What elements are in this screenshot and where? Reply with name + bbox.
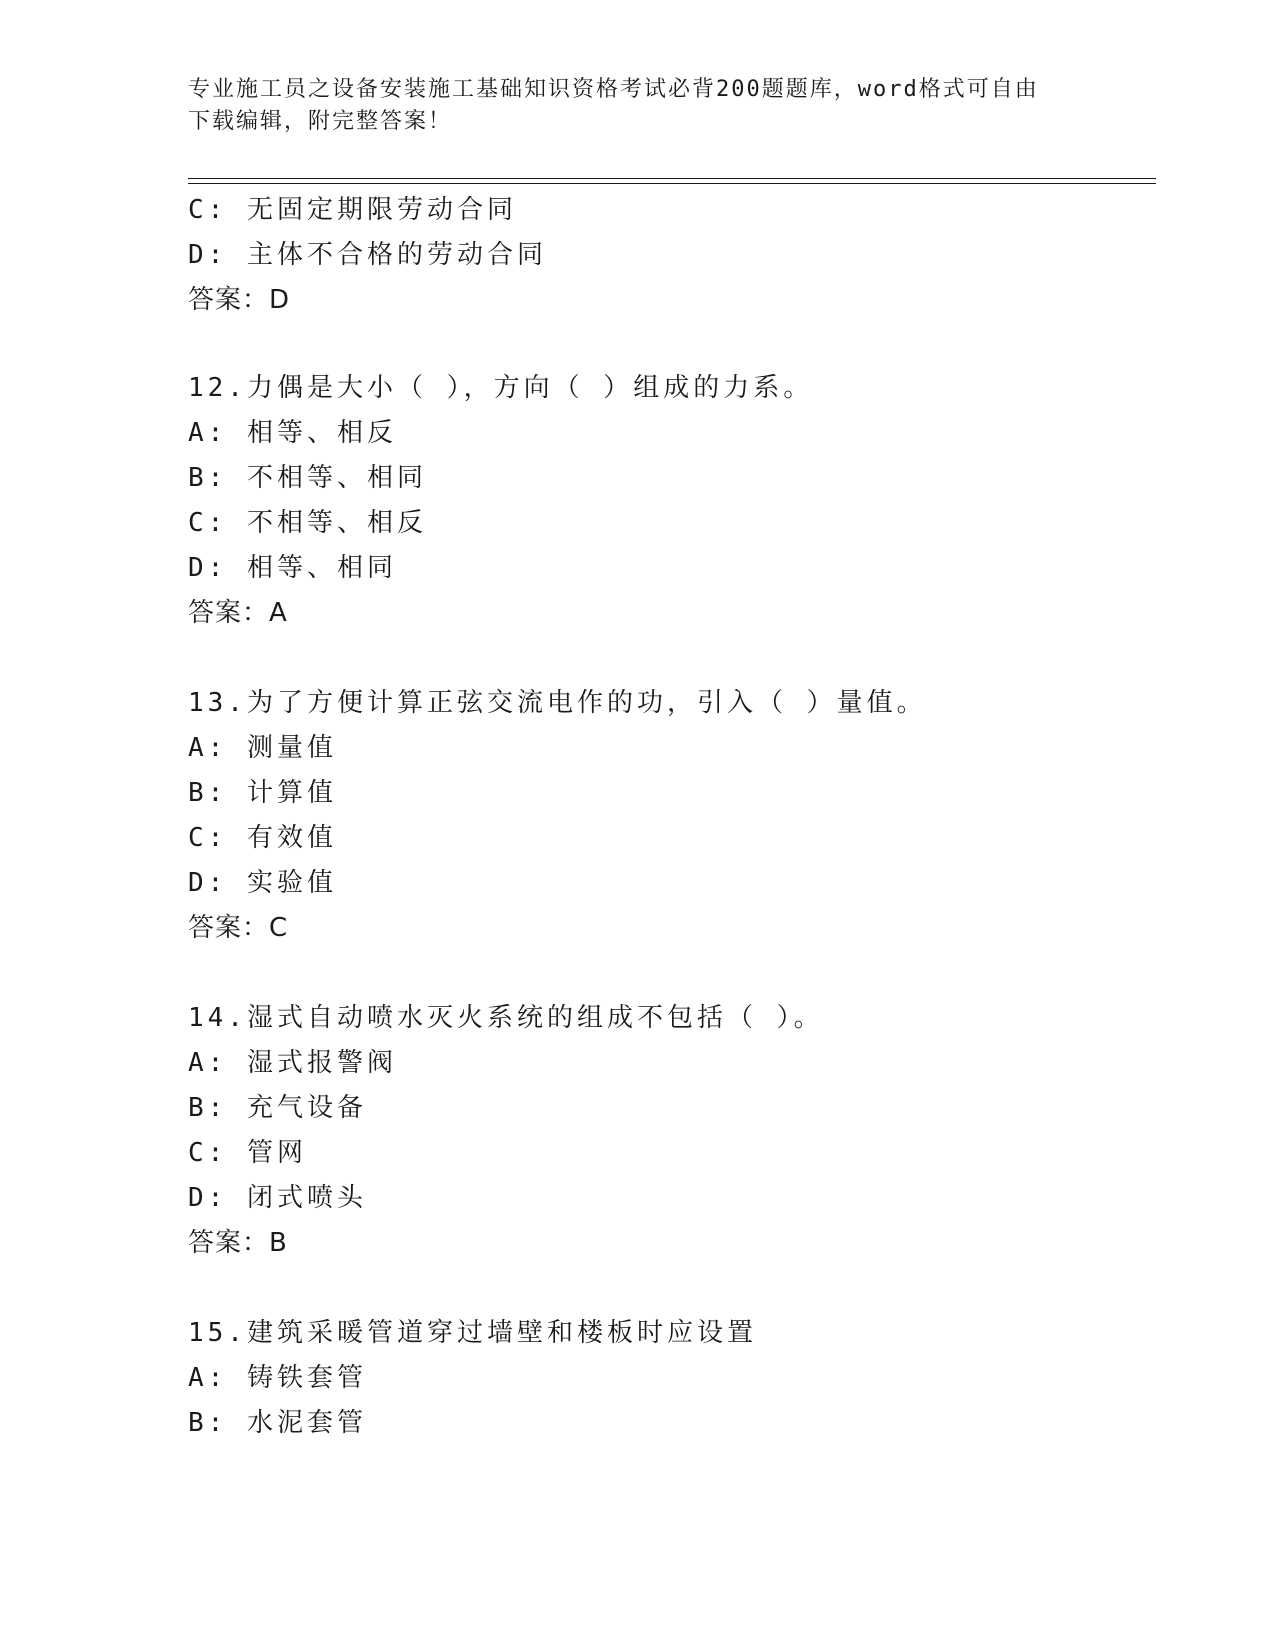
question-13: 13.为了方便计算正弦交流电作的功，引入（ ）量值。 bbox=[188, 688, 927, 718]
answer-q13: 答案：C bbox=[188, 913, 289, 943]
option-d-q12: D: 相等、相同 bbox=[188, 553, 397, 583]
answer-q14: 答案：B bbox=[188, 1228, 288, 1258]
question-14: 14.湿式自动喷水灭火系统的组成不包括（ ）。 bbox=[188, 1003, 824, 1033]
option-a-q14: A: 湿式报警阀 bbox=[188, 1048, 397, 1078]
document-header bbox=[188, 74, 1068, 138]
option-d-q13: D: 实验值 bbox=[188, 868, 337, 898]
question-15: 15.建筑采暖管道穿过墙壁和楼板时应设置 bbox=[188, 1318, 757, 1348]
option-c-q14: C: 管网 bbox=[188, 1138, 307, 1168]
answer-q12: 答案：A bbox=[188, 598, 288, 628]
option-b-q12: B: 不相等、相同 bbox=[188, 463, 427, 493]
header-divider-bottom bbox=[188, 183, 1156, 184]
option-d-q11: D: 主体不合格的劳动合同 bbox=[188, 240, 547, 270]
answer-q11: 答案：D bbox=[188, 285, 291, 315]
option-b-q13: B: 计算值 bbox=[188, 778, 337, 808]
option-c-q11: C: 无固定期限劳动合同 bbox=[188, 195, 517, 225]
header-title-line-2: 下载编辑，附完整答案！ bbox=[188, 109, 453, 134]
option-a-q12: A: 相等、相反 bbox=[188, 418, 397, 448]
option-b-q14: B: 充气设备 bbox=[188, 1093, 367, 1123]
question-12: 12.力偶是大小（ ），方向（ ）组成的力系。 bbox=[188, 373, 814, 403]
option-c-q12: C: 不相等、相反 bbox=[188, 508, 427, 538]
header-divider-top bbox=[188, 178, 1156, 179]
option-b-q15: B: 水泥套管 bbox=[188, 1408, 367, 1438]
option-a-q13: A: 测量值 bbox=[188, 733, 337, 763]
option-a-q15: A: 铸铁套管 bbox=[188, 1363, 367, 1393]
header-title-line-1: 专业施工员之设备安装施工基础知识资格考试必背200题题库，word格式可自由 bbox=[188, 77, 1039, 102]
option-c-q13: C: 有效值 bbox=[188, 823, 337, 853]
option-d-q14: D: 闭式喷头 bbox=[188, 1183, 367, 1213]
